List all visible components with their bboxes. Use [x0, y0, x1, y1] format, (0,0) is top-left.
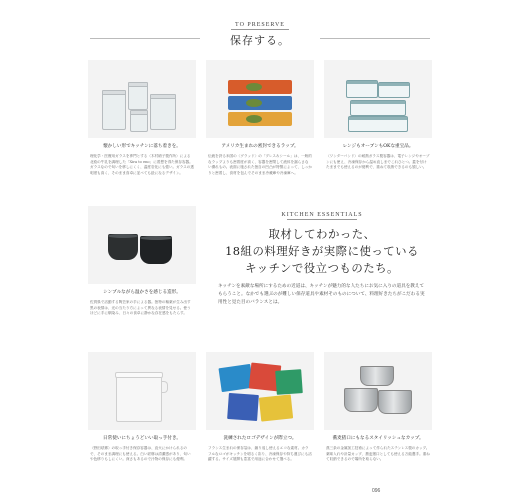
product-description: フランス生まれの保存袋は、繰り返し使えるエコな素材。カラフルなロゴがキッチンを明るく彩り、冷凍保存や持ち運びにも活躍する。サイズ展開も豊富で用途に合わせて選べる。 — [208, 446, 312, 462]
wrap-box — [228, 80, 292, 94]
steel-cup — [344, 388, 378, 412]
kitchen-essentials-rule — [287, 219, 357, 220]
section-heading — [82, 22, 438, 48]
product-description: 〈ワンダーバンド〉の耐熱ガラス製容器は、電子レンジやオーブンにも使え、冷凍保存から温め直しまでこれひとつ。蓋を付けたままでも使えるのが便利で、重ねて収納できるのも嬉しい。 — [326, 154, 430, 170]
product-photo-glass-jars — [88, 60, 196, 138]
glass-container — [378, 82, 410, 98]
section-heading-rule — [231, 29, 289, 30]
glass-container — [348, 116, 408, 132]
product-photo-steel-cups — [324, 352, 432, 430]
section-heading-en: TO PRESERVE — [235, 22, 285, 28]
product-photo-containers — [324, 60, 432, 138]
product-photo-storage-bags — [206, 352, 314, 430]
product-caption: アメリカ生まれの密封できるラップ。 — [221, 144, 299, 149]
glass-jar — [130, 112, 148, 132]
product-description: 理化学・医療用ガラスを専門とする〈木村硝子製作所〉による北欧の牛乳を調理した「Xira to eno」に着想を得た保存容器。ガラスなので匂いを移しにくく、温度変化にも強い。ガラスの透明度も高く、そのまま食卓に並べても絵になるデザイン。 — [90, 154, 194, 175]
product-photo-wrap — [206, 60, 314, 138]
headline-line-1: 取材してわかった、 — [268, 227, 376, 241]
kitchen-essentials-label: KITCHEN ESSENTIALS — [281, 212, 363, 218]
glass-jar — [102, 92, 126, 130]
product-description: 伝統を誇る米国の〈グラッド〉の「プレス＆シール」は、一般的なラップよりも密着度が高く、容器を密閉して液体を漏らさない優れもの。表面に施された独自の凹凸が特徴によって、しっかりと密着し、食材を包んでそのまま冷蔵庫や冷凍庫へ。 — [208, 154, 312, 175]
wrap-box — [228, 96, 292, 110]
storage-bag — [275, 369, 303, 395]
glass-container — [350, 100, 406, 116]
kitchen-essentials-intro — [206, 212, 438, 307]
glass-jar — [150, 96, 176, 130]
ceramic-cup — [108, 234, 138, 260]
product-description: 佐賀県で活動する陶芸家の手による器。独特の釉薬が生み出す黒の表情は、光の当たり方によって異なる表情を見せる。使うほどに手に馴染み、日々の食卓に静かな存在感をもたらす。 — [90, 300, 191, 316]
product-caption: 洗練されたロゴデザインが際立つ。 — [223, 436, 297, 441]
magazine-page — [82, 0, 438, 500]
product-photo-enamel-pot — [88, 352, 196, 430]
lead-paragraph: キッチンを素敵な場所にするための近道は、キッチンが魅力的な人たちにお気に入りの道具を教えてもらうこと。なかでも選ぶのが難しい保存道具や素材そのものについて、料理好きたちがこだわる実用性と見た目のバランスとは。 — [218, 284, 425, 305]
headline-line-3: キッチンで役立つものたち。 — [245, 261, 399, 275]
product-caption: 日常使いにちょうどいい取っ手付き。 — [103, 436, 181, 441]
ceramic-cup — [140, 236, 172, 264]
glass-jar — [128, 84, 148, 110]
product-description: 〈野田琺瑯〉の取っ手付き保存容器は、直火にかけられるので、そのまま調理にも使える。白い琺瑯は清潔感があり、匂いや色移りもしにくい。深さもあるので汁物の保存にも便利。 — [90, 446, 191, 462]
product-caption: 懐かしい形でキッチンに落ち着きを。 — [103, 144, 181, 149]
product-caption: 蕎麦猪口にもなるスタイリッシュなカップ。 — [332, 436, 424, 441]
product-photo-cups — [88, 206, 196, 284]
enamel-container — [116, 374, 162, 422]
section-heading-ja: 保存する。 — [230, 34, 290, 47]
storage-bag — [227, 393, 259, 421]
glass-container — [346, 80, 378, 98]
product-caption: シンプルながら温かさを感じる造形。 — [103, 290, 181, 295]
product-caption: レンジもオーブンもOKな重宝品。 — [342, 144, 414, 149]
headline-line-2: 18組の料理好きが実際に使っている — [225, 244, 419, 258]
headline — [206, 226, 438, 277]
page-number: 096 — [372, 488, 381, 494]
steel-cup — [378, 390, 412, 414]
product-description: 燕三条の金属加工技術によって作られたステンレス製のカップ。薬味入れや計量カップ、蕎麦猪口としても使える万能選手。重ねて収納できるので場所を取らない。 — [326, 446, 430, 462]
steel-cup — [360, 366, 394, 386]
storage-bag — [259, 394, 293, 421]
wrap-box — [228, 112, 292, 126]
